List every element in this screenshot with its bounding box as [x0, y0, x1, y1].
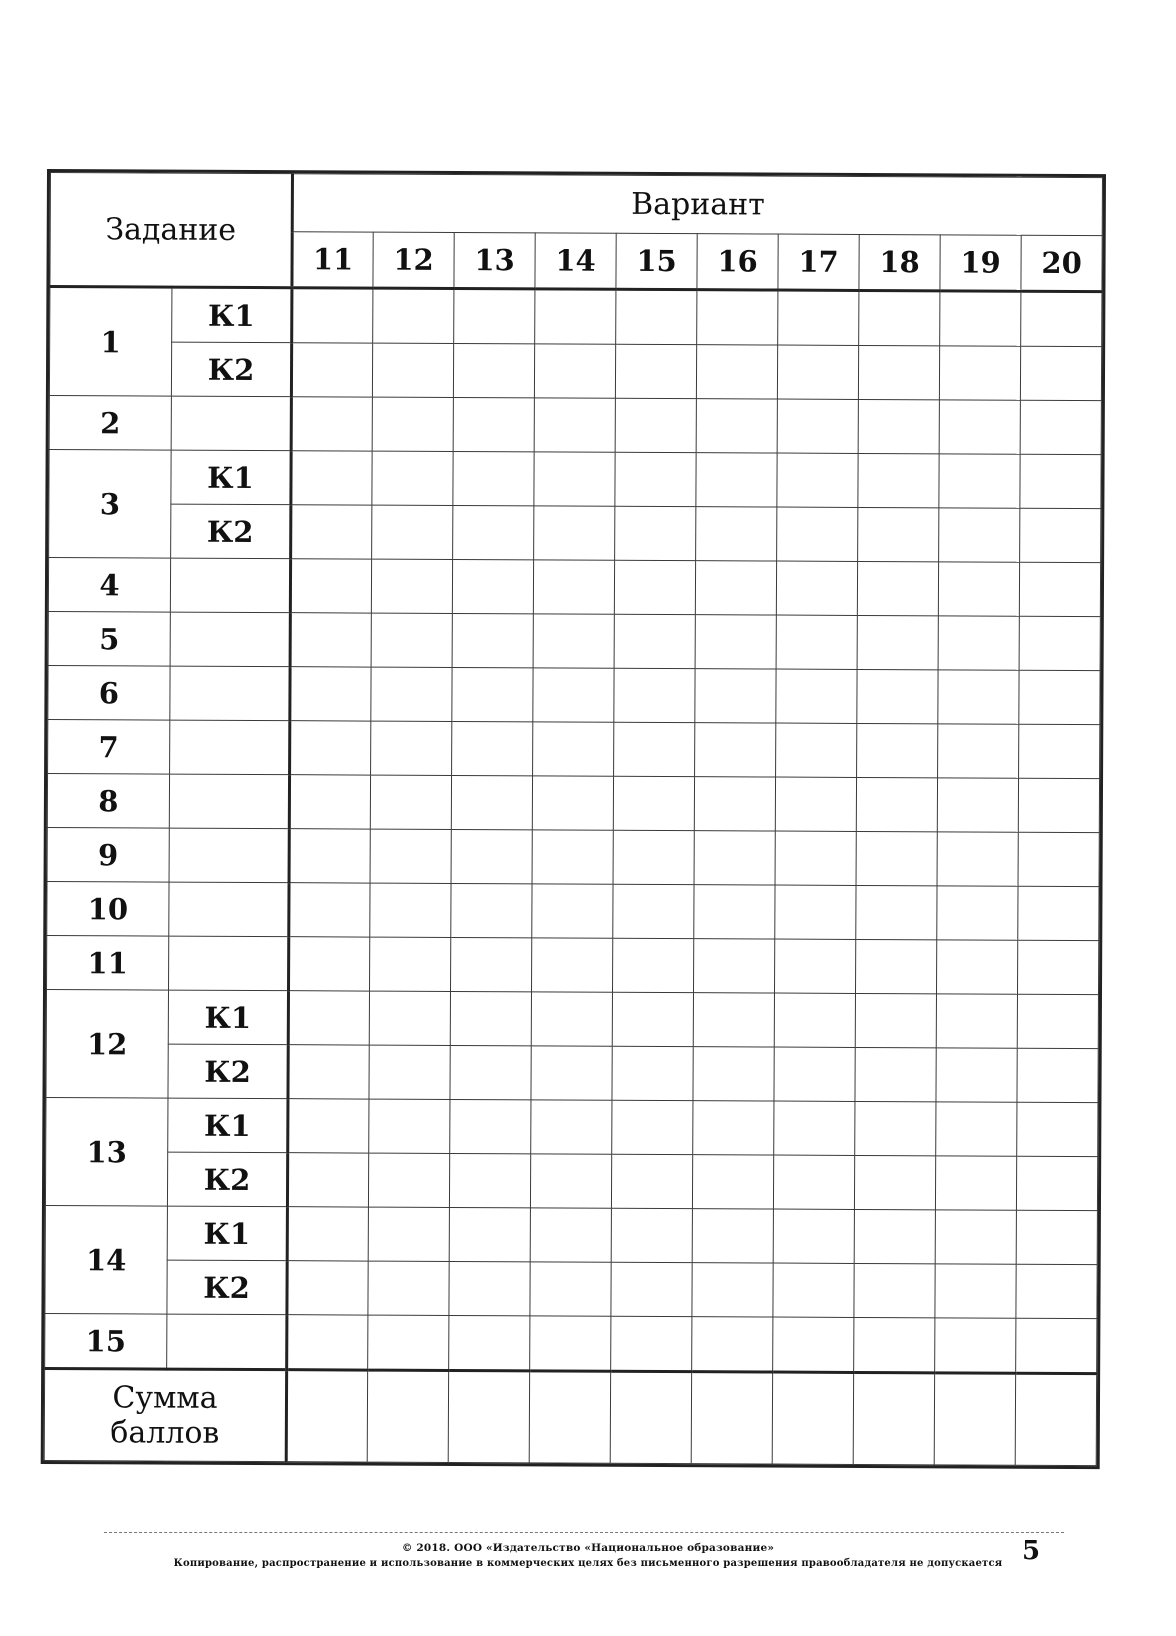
score-cell[interactable]: [694, 777, 775, 831]
score-cell[interactable]: [935, 1156, 1016, 1210]
score-cell[interactable]: [936, 1102, 1017, 1156]
score-cell[interactable]: [532, 830, 613, 884]
criterion-label: К2: [168, 1044, 288, 1099]
score-cell[interactable]: [692, 1317, 773, 1372]
variant-number: 13: [454, 232, 535, 288]
score-cell[interactable]: [531, 1100, 612, 1154]
criterion-label: [169, 774, 289, 829]
score-cell[interactable]: [858, 345, 939, 399]
score-cell[interactable]: [371, 559, 452, 613]
score-cell[interactable]: [1019, 562, 1100, 616]
table-row: [47, 773, 1099, 832]
score-cell[interactable]: [694, 885, 775, 939]
sum-row: [44, 1368, 1097, 1465]
sum-cell[interactable]: [529, 1371, 610, 1463]
table-row: [47, 935, 1099, 994]
score-cell[interactable]: [935, 1210, 1016, 1264]
table-row: [45, 1259, 1097, 1318]
score-cell[interactable]: [777, 345, 858, 399]
score-cell[interactable]: [371, 613, 452, 667]
copying-notice: Копирование, распространение и использование в коммерческих целях без письменного разрешения правообладателя не допускается: [173, 1558, 1003, 1569]
score-cell[interactable]: [615, 398, 696, 452]
table-row: [46, 1097, 1098, 1156]
sum-label-line1: Сумма: [112, 1380, 218, 1416]
criterion-label: К1: [171, 450, 291, 505]
score-cell[interactable]: [938, 724, 1019, 778]
score-cell[interactable]: [857, 669, 938, 723]
score-cell[interactable]: [611, 1316, 692, 1371]
score-cell[interactable]: [1016, 1264, 1097, 1318]
score-cell[interactable]: [854, 1155, 935, 1209]
table-row: [49, 395, 1101, 454]
score-cell[interactable]: [773, 1263, 854, 1317]
score-cell[interactable]: [370, 775, 451, 829]
variant-column-header: Вариант: [292, 174, 1102, 236]
score-cell[interactable]: [693, 993, 774, 1047]
score-cell[interactable]: [372, 451, 453, 505]
score-cell[interactable]: [292, 288, 373, 343]
score-cell[interactable]: [695, 723, 776, 777]
task-number: 14: [45, 1205, 168, 1314]
score-cell[interactable]: [449, 1261, 530, 1315]
score-cell[interactable]: [533, 614, 614, 668]
score-cell[interactable]: [453, 451, 534, 505]
task-number: 8: [47, 773, 169, 828]
score-cell[interactable]: [937, 778, 1018, 832]
criterion-label: [169, 936, 289, 991]
task-number: 1: [49, 287, 172, 397]
score-cell[interactable]: [775, 777, 856, 831]
score-cell[interactable]: [289, 937, 370, 991]
criterion-label: [170, 558, 290, 613]
score-cell[interactable]: [287, 1315, 368, 1370]
score-cell[interactable]: [936, 994, 1017, 1048]
score-cell[interactable]: [534, 398, 615, 452]
score-cell[interactable]: [692, 1263, 773, 1317]
variant-number: 17: [778, 234, 859, 290]
score-cell[interactable]: [859, 290, 940, 345]
task-number: 9: [47, 827, 169, 882]
score-cell[interactable]: [453, 505, 534, 559]
score-cell[interactable]: [1019, 616, 1100, 670]
score-cell[interactable]: [1016, 1156, 1097, 1210]
task-number: 15: [45, 1313, 167, 1369]
score-cell[interactable]: [697, 290, 778, 345]
score-cell[interactable]: [858, 453, 939, 507]
task-rows: [44, 287, 1102, 1466]
score-cell[interactable]: [372, 397, 453, 451]
criterion-label: [170, 666, 290, 721]
score-cell[interactable]: [855, 993, 936, 1047]
score-cell[interactable]: [1019, 724, 1100, 778]
score-cell[interactable]: [368, 1207, 449, 1261]
variant-number: 20: [1021, 235, 1102, 291]
score-cell[interactable]: [530, 1316, 611, 1371]
score-cell[interactable]: [369, 1045, 450, 1099]
score-cell[interactable]: [696, 345, 777, 399]
score-cell[interactable]: [776, 723, 857, 777]
score-cell[interactable]: [287, 1153, 368, 1207]
score-cell[interactable]: [939, 346, 1020, 400]
footer-divider: [104, 1532, 1064, 1533]
score-cell[interactable]: [696, 507, 777, 561]
criterion-label: [171, 396, 291, 451]
score-cell[interactable]: [695, 561, 776, 615]
score-cell[interactable]: [290, 667, 371, 721]
score-cell[interactable]: [451, 829, 532, 883]
score-cell[interactable]: [534, 344, 615, 398]
sum-label-line2: баллов: [110, 1415, 220, 1451]
score-cell[interactable]: [616, 289, 697, 344]
score-cell[interactable]: [1017, 1102, 1098, 1156]
score-cell[interactable]: [370, 937, 451, 991]
score-cell[interactable]: [535, 289, 616, 344]
score-cell[interactable]: [1020, 454, 1101, 508]
table-row: [46, 1043, 1098, 1102]
table-row: [49, 503, 1101, 562]
score-cell[interactable]: [614, 668, 695, 722]
score-cell[interactable]: [939, 400, 1020, 454]
score-cell[interactable]: [368, 1261, 449, 1315]
criterion-label: К2: [171, 342, 291, 397]
score-cell[interactable]: [856, 777, 937, 831]
table-row: [48, 611, 1100, 670]
score-cell[interactable]: [530, 1262, 611, 1316]
score-cell[interactable]: [773, 1209, 854, 1263]
score-cell[interactable]: [773, 1317, 854, 1372]
score-cell[interactable]: [776, 615, 857, 669]
score-cell[interactable]: [696, 399, 777, 453]
score-cell[interactable]: [530, 1208, 611, 1262]
score-cell[interactable]: [693, 1101, 774, 1155]
score-cell[interactable]: [370, 829, 451, 883]
score-cell[interactable]: [857, 723, 938, 777]
score-cell[interactable]: [776, 669, 857, 723]
score-cell[interactable]: [371, 721, 452, 775]
score-cell[interactable]: [854, 1263, 935, 1317]
table-row: [47, 827, 1099, 886]
score-cell[interactable]: [368, 1315, 449, 1370]
score-cell[interactable]: [855, 939, 936, 993]
score-cell[interactable]: [854, 1209, 935, 1263]
score-cell[interactable]: [1019, 670, 1100, 724]
score-cell[interactable]: [531, 938, 612, 992]
score-cell[interactable]: [695, 669, 776, 723]
score-cell[interactable]: [451, 775, 532, 829]
score-cell[interactable]: [291, 397, 372, 451]
sum-label: [44, 1368, 286, 1461]
score-cell[interactable]: [452, 613, 533, 667]
table-row: [48, 719, 1100, 778]
score-cell[interactable]: [288, 991, 369, 1045]
score-cell[interactable]: [534, 452, 615, 506]
score-cell[interactable]: [533, 722, 614, 776]
sum-cell[interactable]: [1015, 1373, 1097, 1465]
sum-cell[interactable]: [448, 1370, 529, 1462]
variant-number: 16: [697, 234, 778, 290]
criterion-label: [170, 720, 290, 775]
score-cell[interactable]: [774, 939, 855, 993]
score-cell[interactable]: [532, 884, 613, 938]
score-cell[interactable]: [530, 1154, 611, 1208]
score-cell[interactable]: [936, 940, 1017, 994]
score-cell[interactable]: [1017, 940, 1098, 994]
score-cell[interactable]: [373, 288, 454, 343]
score-cell[interactable]: [692, 1155, 773, 1209]
score-cell[interactable]: [615, 506, 696, 560]
score-cell[interactable]: [531, 992, 612, 1046]
score-cell[interactable]: [611, 1262, 692, 1316]
score-cell[interactable]: [613, 884, 694, 938]
score-cell[interactable]: [613, 776, 694, 830]
criterion-label: К2: [167, 1152, 287, 1207]
score-cell[interactable]: [778, 290, 859, 345]
score-cell[interactable]: [935, 1318, 1016, 1373]
variant-number: 19: [940, 235, 1021, 291]
score-cell[interactable]: [612, 1046, 693, 1100]
table-row: [45, 1313, 1097, 1373]
score-cell[interactable]: [1020, 346, 1101, 400]
score-cell[interactable]: [937, 832, 1018, 886]
sum-cell[interactable]: [772, 1372, 853, 1464]
score-cell[interactable]: [449, 1153, 530, 1207]
task-number: 5: [48, 611, 170, 666]
score-cell[interactable]: [939, 454, 1020, 508]
variant-number: 14: [535, 233, 616, 289]
score-cell[interactable]: [773, 1155, 854, 1209]
score-cell[interactable]: [1017, 994, 1098, 1048]
score-cell[interactable]: [612, 1100, 693, 1154]
score-cell[interactable]: [370, 883, 451, 937]
sum-cell[interactable]: [286, 1370, 367, 1462]
task-column-header: Задание: [50, 173, 293, 288]
score-cell[interactable]: [935, 1264, 1016, 1318]
score-cell[interactable]: [371, 667, 452, 721]
score-cell[interactable]: [856, 885, 937, 939]
score-cell[interactable]: [939, 508, 1020, 562]
score-cell[interactable]: [611, 1154, 692, 1208]
score-cell[interactable]: [936, 1048, 1017, 1102]
score-cell[interactable]: [1018, 886, 1099, 940]
score-cell[interactable]: [450, 991, 531, 1045]
score-cell[interactable]: [775, 831, 856, 885]
score-cell[interactable]: [937, 886, 1018, 940]
score-cell[interactable]: [288, 1099, 369, 1153]
table-row: [48, 557, 1100, 616]
score-cell[interactable]: [290, 721, 371, 775]
score-cell[interactable]: [289, 883, 370, 937]
score-cell[interactable]: [531, 1046, 612, 1100]
score-cell[interactable]: [1018, 778, 1099, 832]
score-cell[interactable]: [369, 1099, 450, 1153]
task-number: 2: [49, 395, 171, 450]
criterion-label: К1: [168, 990, 288, 1045]
score-cell[interactable]: [454, 288, 535, 343]
criterion-label: [169, 882, 289, 937]
score-cell[interactable]: [614, 560, 695, 614]
criterion-label: [170, 612, 290, 667]
score-cell[interactable]: [858, 507, 939, 561]
score-cell[interactable]: [696, 453, 777, 507]
score-cell[interactable]: [938, 562, 1019, 616]
sum-cell[interactable]: [853, 1372, 934, 1464]
score-cell[interactable]: [615, 452, 696, 506]
task-number: 7: [48, 719, 170, 774]
table-row: [47, 881, 1099, 940]
sum-cell[interactable]: [934, 1373, 1015, 1465]
score-cell[interactable]: [1020, 400, 1101, 454]
score-cell[interactable]: [452, 721, 533, 775]
task-number: 4: [48, 557, 170, 612]
score-cell[interactable]: [288, 1045, 369, 1099]
score-cell[interactable]: [614, 614, 695, 668]
score-cell[interactable]: [372, 343, 453, 397]
score-cell[interactable]: [777, 507, 858, 561]
score-cell[interactable]: [290, 613, 371, 667]
score-cell[interactable]: [855, 1047, 936, 1101]
score-cell[interactable]: [449, 1207, 530, 1261]
variant-number: 18: [859, 234, 940, 290]
task-number: 12: [46, 989, 169, 1098]
score-cell[interactable]: [534, 506, 615, 560]
score-cell[interactable]: [287, 1261, 368, 1315]
score-cell[interactable]: [775, 885, 856, 939]
score-cell[interactable]: [774, 1047, 855, 1101]
score-cell[interactable]: [938, 670, 1019, 724]
score-cell[interactable]: [1016, 1210, 1097, 1264]
variant-number: 11: [292, 232, 373, 288]
score-cell[interactable]: [1020, 508, 1101, 562]
score-cell[interactable]: [449, 1315, 530, 1370]
task-number: 13: [45, 1097, 168, 1206]
criterion-label: [169, 828, 289, 883]
task-number: 6: [48, 665, 170, 720]
score-cell[interactable]: [369, 991, 450, 1045]
score-cell[interactable]: [291, 451, 372, 505]
table-row: [46, 989, 1098, 1048]
score-cell[interactable]: [533, 560, 614, 614]
score-cell[interactable]: [1017, 1048, 1098, 1102]
sum-cell[interactable]: [691, 1372, 772, 1464]
score-cell[interactable]: [372, 505, 453, 559]
score-cell[interactable]: [612, 938, 693, 992]
score-cell[interactable]: [857, 615, 938, 669]
table-row: [49, 342, 1101, 401]
score-cell[interactable]: [776, 561, 857, 615]
score-cell[interactable]: [694, 831, 775, 885]
score-cell[interactable]: [291, 505, 372, 559]
page-number: 5: [1022, 1536, 1041, 1566]
score-cell[interactable]: [612, 992, 693, 1046]
score-cell[interactable]: [858, 399, 939, 453]
score-cell[interactable]: [774, 993, 855, 1047]
score-cell[interactable]: [777, 399, 858, 453]
score-cell[interactable]: [452, 559, 533, 613]
score-cell[interactable]: [854, 1317, 935, 1372]
score-cell[interactable]: [940, 291, 1021, 346]
table-row: [48, 665, 1100, 724]
score-cell[interactable]: [938, 616, 1019, 670]
sum-cell[interactable]: [610, 1371, 691, 1463]
copyright-text: © 2018. ООО «Издательство «Национальное образование»: [401, 1542, 775, 1554]
score-cell[interactable]: [857, 561, 938, 615]
sum-cell[interactable]: [367, 1370, 448, 1462]
score-cell[interactable]: [450, 1045, 531, 1099]
score-cell[interactable]: [774, 1101, 855, 1155]
score-cell[interactable]: [695, 615, 776, 669]
task-number: 10: [47, 881, 169, 936]
score-cell[interactable]: [1018, 832, 1099, 886]
score-cell[interactable]: [450, 1099, 531, 1153]
score-cell[interactable]: [451, 937, 532, 991]
score-cell[interactable]: [451, 883, 532, 937]
score-cell[interactable]: [693, 939, 774, 993]
score-cell[interactable]: [614, 722, 695, 776]
score-cell[interactable]: [287, 1207, 368, 1261]
criterion-label: К1: [168, 1098, 288, 1153]
criterion-label: К2: [167, 1260, 287, 1315]
score-cell[interactable]: [855, 1101, 936, 1155]
table-row: [45, 1205, 1097, 1264]
table-row: [45, 1151, 1097, 1210]
score-cell[interactable]: [290, 559, 371, 613]
task-number: 11: [47, 935, 169, 990]
criterion-label: К1: [167, 1206, 287, 1261]
score-cell[interactable]: [611, 1208, 692, 1262]
score-cell[interactable]: [453, 343, 534, 397]
task-number: 3: [49, 449, 172, 558]
score-cell[interactable]: [289, 829, 370, 883]
table-row: [50, 287, 1102, 347]
score-cell[interactable]: [613, 830, 694, 884]
score-cell[interactable]: [532, 776, 613, 830]
score-cell[interactable]: [693, 1047, 774, 1101]
score-cell[interactable]: [692, 1209, 773, 1263]
variant-number: 15: [616, 233, 697, 289]
score-cell[interactable]: [777, 453, 858, 507]
score-cell[interactable]: [533, 668, 614, 722]
score-cell[interactable]: [291, 343, 372, 397]
score-cell[interactable]: [453, 397, 534, 451]
criterion-label: [167, 1314, 287, 1370]
score-cell[interactable]: [368, 1153, 449, 1207]
criterion-label: К1: [172, 287, 292, 343]
criterion-label: К2: [171, 504, 291, 559]
variant-number: 12: [373, 232, 454, 288]
score-cell[interactable]: [615, 344, 696, 398]
score-cell[interactable]: [1016, 1318, 1097, 1373]
score-cell[interactable]: [289, 775, 370, 829]
score-cell[interactable]: [452, 667, 533, 721]
table-row: [49, 449, 1101, 508]
score-table: [44, 172, 1103, 1466]
score-cell[interactable]: [1021, 291, 1102, 346]
score-cell[interactable]: [856, 831, 937, 885]
